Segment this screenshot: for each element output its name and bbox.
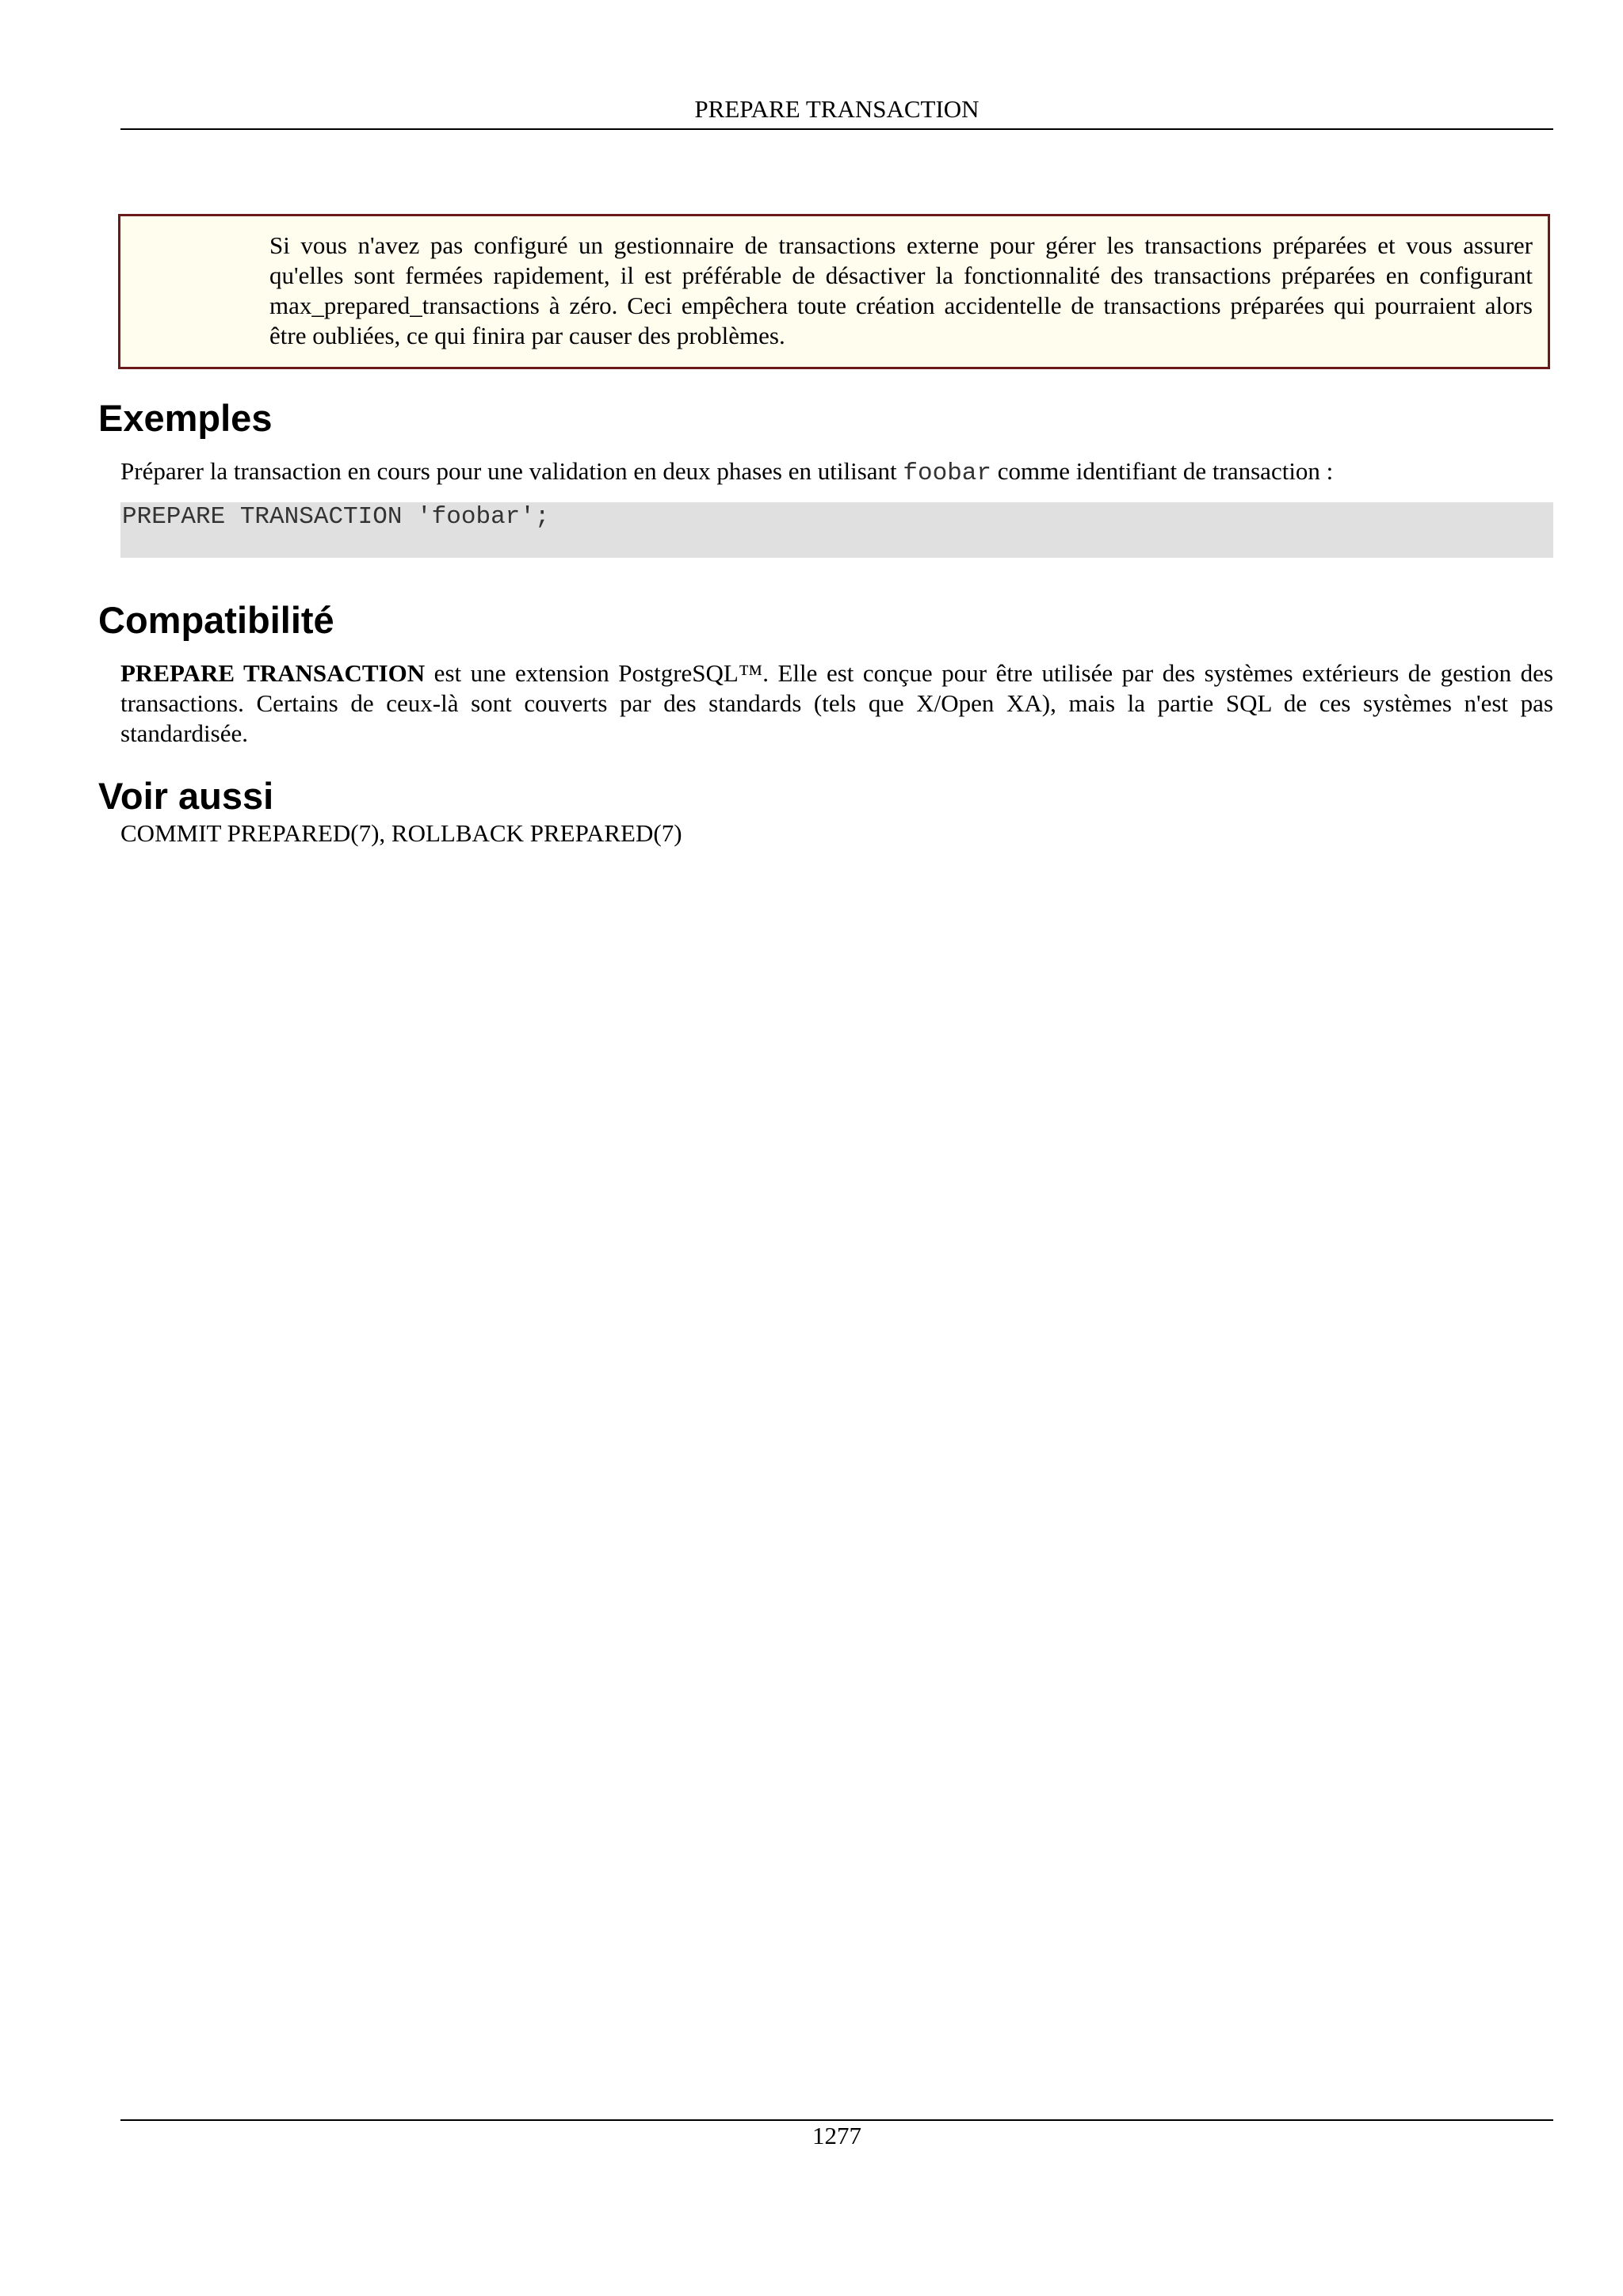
page-number: 1277: [812, 2122, 861, 2149]
examples-heading: Exemples: [98, 397, 273, 439]
compatibility-heading: Compatibilité: [98, 599, 334, 641]
examples-intro-before: Préparer la transaction en cours pour une validation en deux phases en utilisant: [120, 457, 903, 485]
see-also-links: COMMIT PREPARED(7), ROLLBACK PREPARED(7): [120, 819, 682, 847]
examples-intro-code: foobar: [903, 460, 992, 487]
note-box: [118, 214, 1550, 369]
header-rule: [120, 128, 1553, 130]
page-header-title: PREPARE TRANSACTION: [694, 95, 980, 123]
code-block: PREPARE TRANSACTION 'foobar';: [120, 502, 1553, 558]
compatibility-text: est une extension PostgreSQL™. Elle est conçue pour être utilisée par des systèmes extérieurs de gestion des transactions. Certains de ceux-là sont couverts par des standards (tels que X/Open XA), mais la partie SQL de ces systèmes n'est pas standardisée.: [120, 659, 1553, 747]
compatibility-command: PREPARE TRANSACTION: [120, 659, 426, 687]
note-text: Si vous n'avez pas configuré un gestionnaire de transactions externe pour gérer les transactions préparées et vous assurer qu'elles sont fermées rapidement, il est préférable de désactiver la fonctionnalité des transactions préparées en configurant max_prepared_transactions à zéro. Ceci empêchera toute création accidentelle de transactions préparées qui pourraient alors être oubliées, ce qui finira par causer des problèmes.: [269, 231, 1533, 349]
examples-intro: [120, 456, 1553, 489]
examples-intro-after: comme identifiant de transaction :: [991, 457, 1334, 485]
compatibility-paragraph: [120, 658, 1553, 749]
see-also-heading: Voir aussi: [98, 775, 274, 817]
